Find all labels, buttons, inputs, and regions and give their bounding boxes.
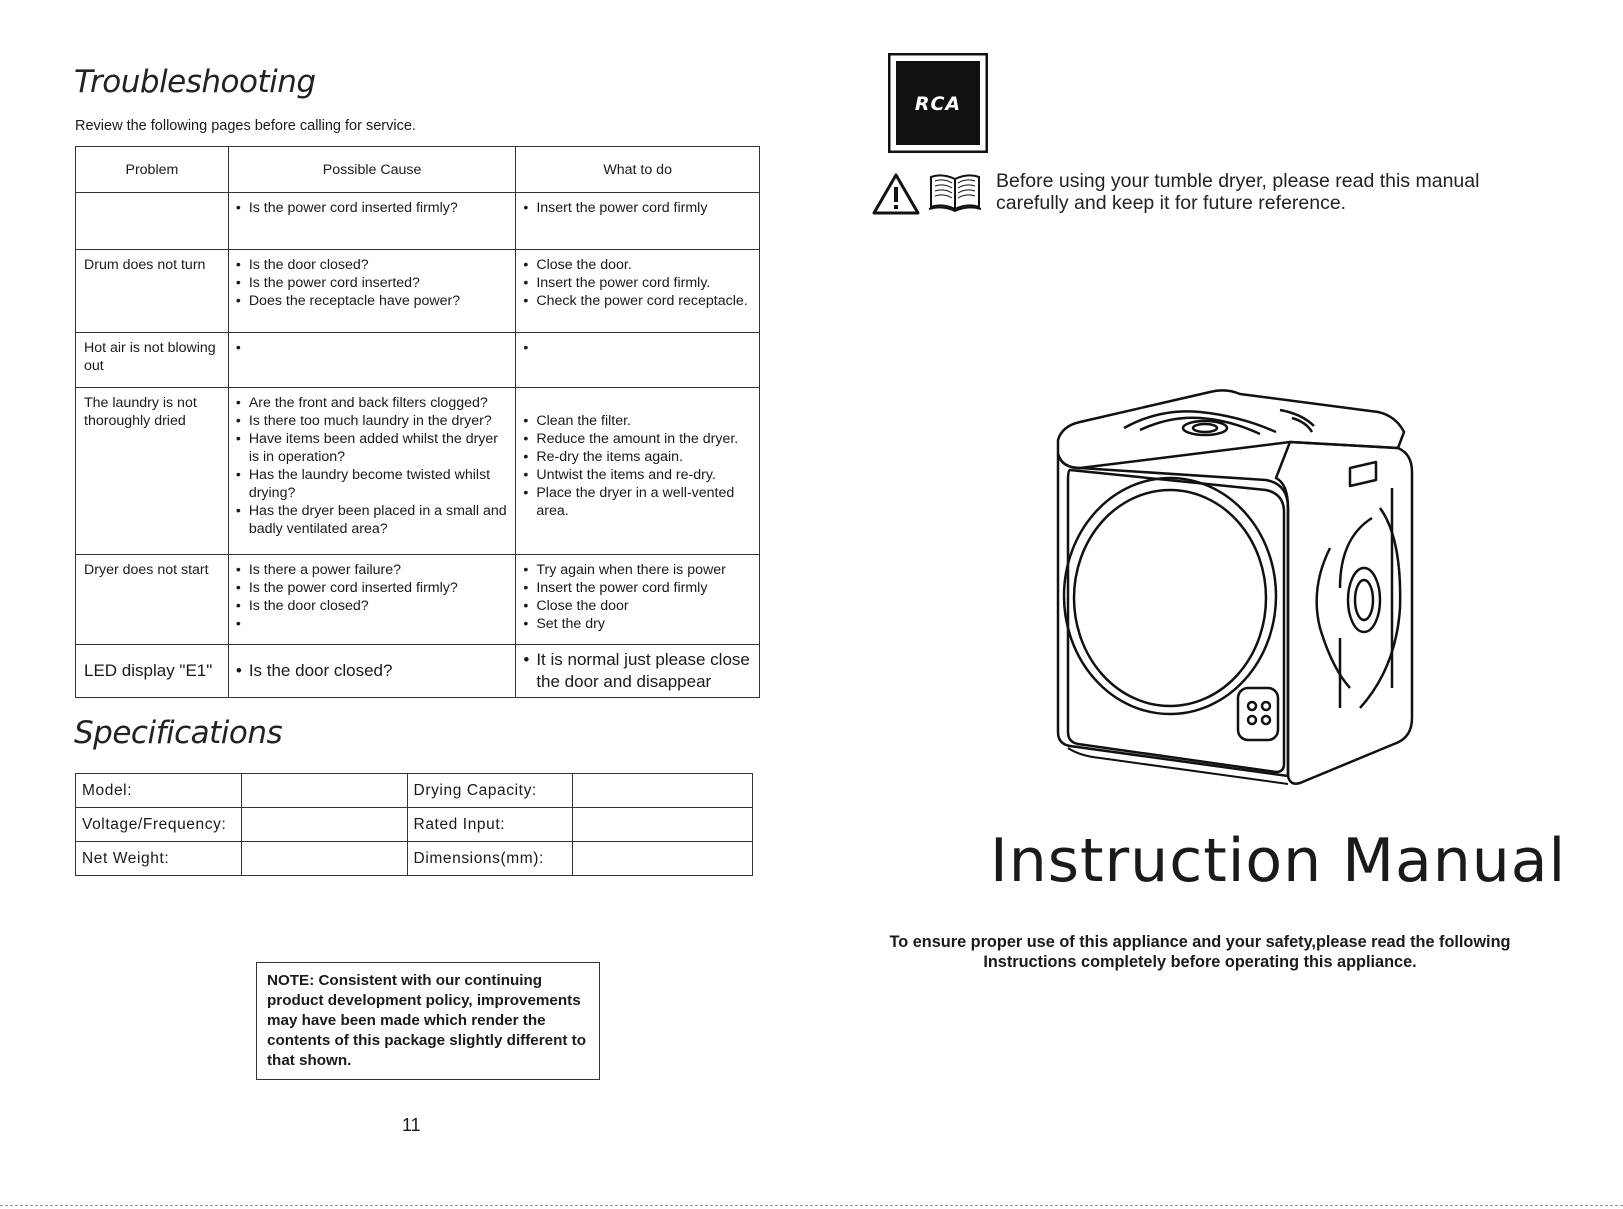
cause-cell (228, 555, 516, 645)
cause-cell (228, 388, 516, 555)
open-book-icon (928, 173, 982, 213)
troubleshooting-table (75, 146, 760, 698)
action-item: • Insert the power cord firmly (522, 579, 753, 597)
column-header: Problem (76, 147, 229, 193)
action-cell (516, 250, 760, 333)
table-row (76, 808, 753, 842)
cause-item: • Does the receptacle have power? (235, 292, 510, 310)
cause-item: • Have items been added whilst the dryer is in operation? (235, 430, 510, 466)
cause-cell (228, 333, 516, 388)
action-cell (516, 555, 760, 645)
cause-cell (228, 193, 516, 250)
action-item: • It is normal just please close the door and disappear (522, 649, 753, 693)
spec-label: Dimensions(mm): (407, 842, 573, 876)
dryer-illustration (1040, 388, 1420, 803)
action-cell (516, 388, 760, 555)
cause-item: • Has the laundry become twisted whilst drying? (235, 466, 510, 502)
table-header-row (76, 147, 760, 193)
table-row (76, 842, 753, 876)
problem-cell: Hot air is not blowing out (76, 333, 229, 388)
column-header: Possible Cause (228, 147, 516, 193)
spec-value (241, 808, 407, 842)
table-row (76, 388, 760, 555)
troubleshooting-subtitle: Review the following pages before calling for service. (75, 118, 416, 134)
page-edge (0, 1205, 1623, 1207)
cause-item: • Is the power cord inserted firmly? (235, 579, 510, 597)
cause-item: • Are the front and back filters clogged? (235, 394, 510, 412)
cover-page (800, 0, 1623, 1209)
manual-title: Instruction Manual (990, 826, 1567, 896)
action-item (522, 339, 753, 357)
troubleshooting-title: Troubleshooting (74, 64, 316, 100)
troubleshooting-page (0, 0, 800, 1209)
cause-item: • Is the power cord inserted firmly? (235, 199, 510, 217)
cause-item: • Is the door closed? (235, 597, 510, 615)
warning-triangle-icon (872, 173, 920, 215)
problem-cell: Dryer does not start (76, 555, 229, 645)
cause-item (235, 615, 510, 633)
spec-value (241, 842, 407, 876)
column-header: What to do (516, 147, 760, 193)
cause-item: • Is there too much laundry in the dryer? (235, 412, 510, 430)
cause-item (235, 339, 510, 357)
action-item: • Insert the power cord firmly (522, 199, 753, 217)
safety-line-2: Instructions completely before operating this appliance. (983, 953, 1417, 971)
action-item: • Untwist the items and re-dry. (522, 466, 753, 484)
safety-line-1: To ensure proper use of this appliance and your safety,please read the following (889, 933, 1511, 951)
spec-value (573, 774, 753, 808)
spec-value (573, 842, 753, 876)
spec-value (241, 774, 407, 808)
note-box: NOTE: Consistent with our continuing product development policy, improvements may have been made which render the contents of this package slightly different to that shown. (256, 962, 600, 1080)
table-row (76, 250, 760, 333)
action-item: • Close the door (522, 597, 753, 615)
action-item: • Re-dry the items again. (522, 448, 753, 466)
cause-item: • Is the power cord inserted? (235, 274, 510, 292)
table-row (76, 555, 760, 645)
table-row (76, 774, 753, 808)
problem-cell: Drum does not turn (76, 250, 229, 333)
action-item: • Check the power cord receptacle. (522, 292, 753, 310)
spec-label: Drying Capacity: (407, 774, 573, 808)
action-cell (516, 193, 760, 250)
table-row (76, 333, 760, 388)
problem-cell: LED display "E1" (76, 645, 229, 698)
warning-text: Before using your tumble dryer, please read this manual carefully and keep it for future reference. (996, 170, 1480, 214)
spec-label: Net Weight: (76, 842, 242, 876)
problem-cell (76, 193, 229, 250)
action-cell (516, 645, 760, 698)
action-item: • Reduce the amount in the dryer. (522, 430, 753, 448)
action-item: • Try again when there is power (522, 561, 753, 579)
page-number: 11 (402, 1115, 421, 1135)
logo-text: RCA (914, 93, 962, 115)
table-row (76, 193, 760, 250)
cause-cell (228, 250, 516, 333)
cause-cell (228, 645, 516, 698)
action-item: • Close the door. (522, 256, 753, 274)
problem-cell: The laundry is not thoroughly dried (76, 388, 229, 555)
action-item: • Set the dry (522, 615, 753, 633)
cause-item: • Has the dryer been placed in a small and badly ventilated area? (235, 502, 510, 538)
spec-value (573, 808, 753, 842)
action-item: • Clean the filter. (522, 412, 753, 430)
spec-label: Model: (76, 774, 242, 808)
action-cell (516, 333, 760, 388)
specifications-table (75, 773, 753, 876)
rca-logo (888, 53, 988, 153)
cause-item: • Is there a power failure? (235, 561, 510, 579)
specifications-title: Specifications (74, 715, 283, 751)
table-row (76, 645, 760, 698)
action-item: • Insert the power cord firmly. (522, 274, 753, 292)
spec-label: Voltage/Frequency: (76, 808, 242, 842)
action-item: • Place the dryer in a well-vented area. (522, 484, 753, 520)
cause-item: • Is the door closed? (235, 256, 510, 274)
spec-label: Rated Input: (407, 808, 573, 842)
safety-instructions (830, 932, 1570, 972)
cause-item: • Is the door closed? (235, 660, 510, 682)
